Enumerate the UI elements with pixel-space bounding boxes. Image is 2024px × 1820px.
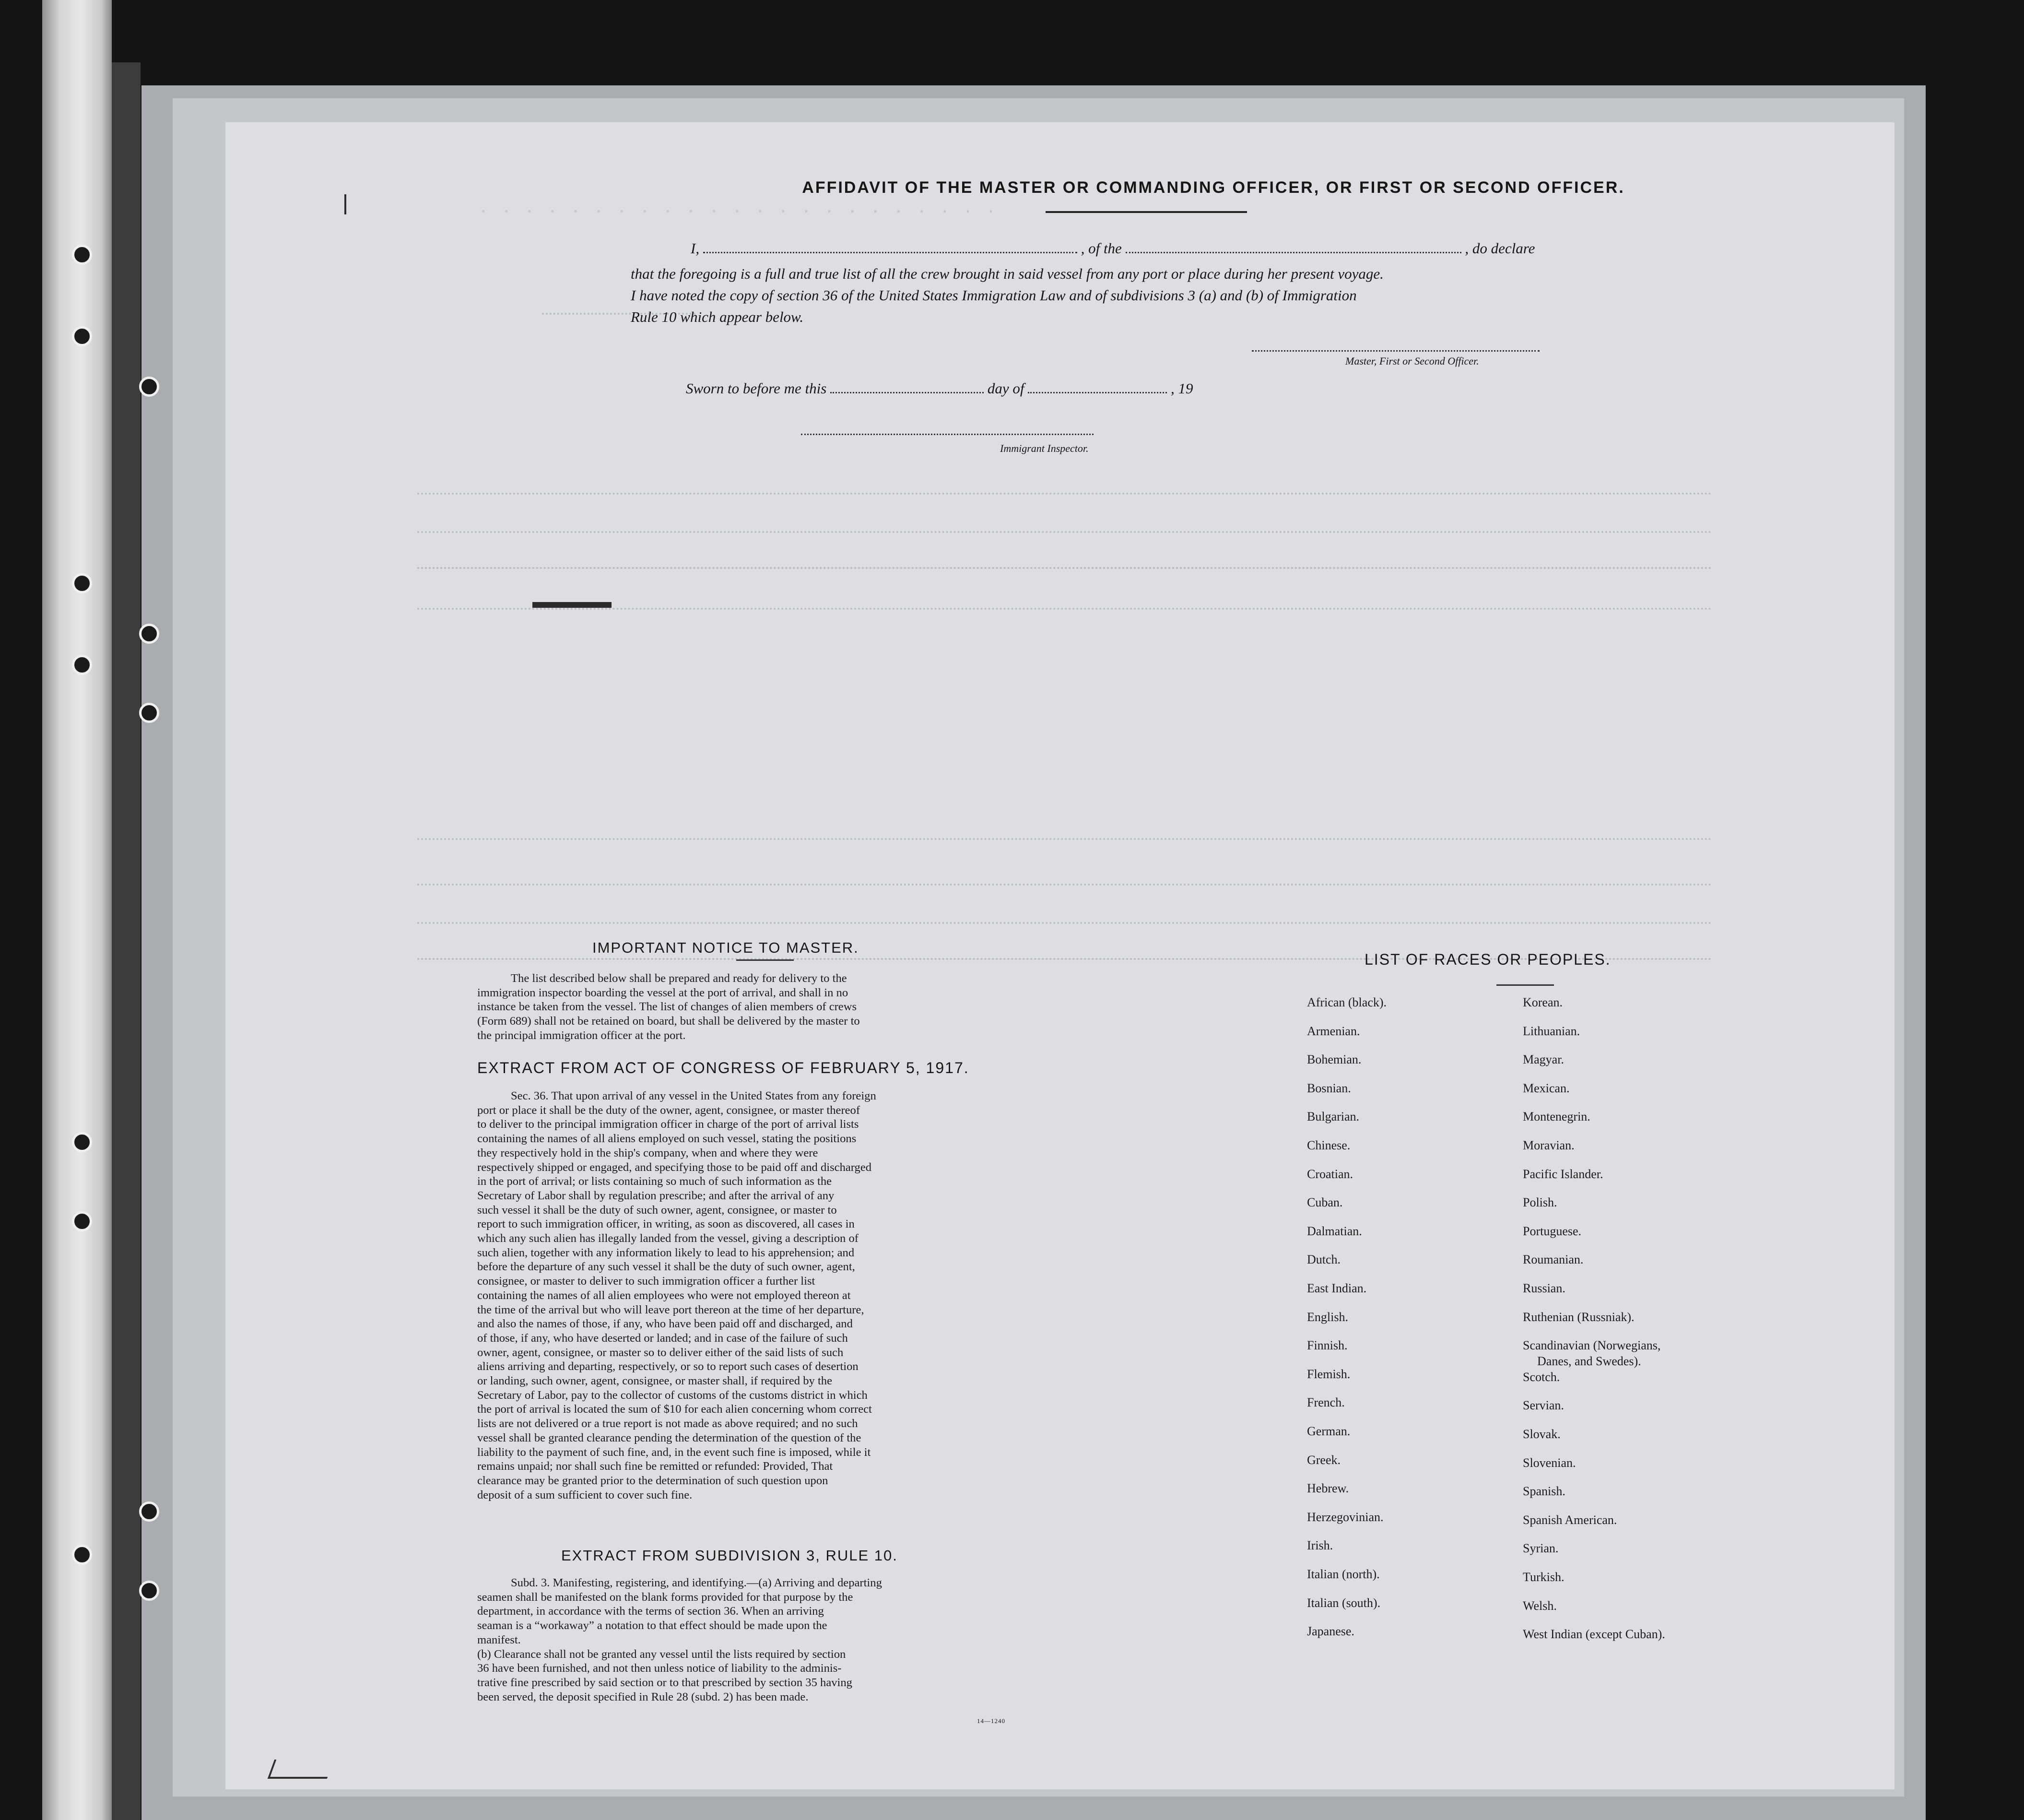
extract-act-line: and also the names of those, if any, who have been paid off and discharged, and bbox=[477, 1317, 853, 1331]
extract-act-line: such alien, together with any information likely to lead to his apprehension; and bbox=[477, 1246, 855, 1259]
extract-act-line: which any such alien has illegally landed from the vessel, giving a description of bbox=[477, 1232, 859, 1245]
punch-hole bbox=[72, 1132, 92, 1152]
extract-act-line: consignee, or master to deliver to such immigration officer a further list bbox=[477, 1275, 815, 1288]
title-underline bbox=[1046, 211, 1247, 213]
race-item: Mexican. bbox=[1523, 1081, 1570, 1095]
race-item: Italian (north). bbox=[1307, 1567, 1380, 1581]
extract-act-line: or landing, such owner, agent, consignee, or master shall, if required by the bbox=[477, 1374, 833, 1388]
race-item: French. bbox=[1307, 1395, 1345, 1410]
extract-act-line: Secretary of Labor, pay to the collector of customs of the customs district in which bbox=[477, 1388, 868, 1402]
ghost-dots bbox=[417, 530, 1712, 533]
punch-hole bbox=[72, 326, 92, 346]
extract-rule-line: Subd. 3. Manifesting, registering, and identifying.—(a) Arriving and departing bbox=[511, 1576, 882, 1589]
race-item: Pacific Islander. bbox=[1523, 1167, 1603, 1181]
race-item: Italian (south). bbox=[1307, 1595, 1381, 1610]
race-item: Cuban. bbox=[1307, 1195, 1343, 1210]
sworn-day-of: day of bbox=[987, 380, 1024, 397]
race-item: Korean. bbox=[1523, 995, 1563, 1009]
sworn-month-blank[interactable] bbox=[1028, 380, 1167, 393]
race-item: Portuguese. bbox=[1523, 1224, 1582, 1238]
punch-hole bbox=[72, 245, 92, 265]
extract-act-line: respectively shipped or engaged, and specifying those to be paid off and discharged bbox=[477, 1160, 872, 1174]
affidavit-line-4: Rule 10 which appear below. bbox=[631, 308, 804, 325]
race-item: Magyar. bbox=[1523, 1052, 1564, 1067]
extract-act-line: aliens arriving and departing, respectively, or so to report such cases of desertion bbox=[477, 1360, 859, 1373]
extract-act-line: Sec. 36. That upon arrival of any vessel in the United States from any foreign bbox=[511, 1089, 876, 1102]
extract-rule-line: 36 have been furnished, and not then unless notice of liability to the adminis- bbox=[477, 1662, 842, 1675]
race-item: Danes, and Swedes). bbox=[1537, 1354, 1641, 1368]
race-item: Moravian. bbox=[1523, 1138, 1575, 1152]
extract-rule-line: been served, the deposit specified in Rule 28 (subd. 2) has been made. bbox=[477, 1690, 809, 1703]
race-item: Finnish. bbox=[1307, 1338, 1348, 1353]
race-item: Spanish. bbox=[1523, 1484, 1565, 1499]
vessel-blank[interactable] bbox=[1126, 240, 1461, 253]
extract-act-line: liability to the payment of such fine, and, in the event such fine is imposed, while it bbox=[477, 1445, 871, 1459]
sworn-line bbox=[686, 380, 1193, 397]
extract-act-line: containing the names of all alien employees who were not employed thereon at bbox=[477, 1288, 851, 1302]
affidavit-of-the: , of the bbox=[1081, 240, 1122, 257]
race-item: Slovenian. bbox=[1523, 1455, 1576, 1470]
race-item: Bulgarian. bbox=[1307, 1110, 1360, 1124]
race-item: Armenian. bbox=[1307, 1024, 1360, 1038]
notice-line: instance be taken from the vessel. The list of changes of alien members of crews bbox=[477, 1000, 857, 1014]
binder-edge bbox=[112, 62, 141, 1820]
extract-act-line: the time of the arrival but who will leave port thereon at the time of her departure, bbox=[477, 1303, 864, 1316]
race-item: Greek. bbox=[1307, 1453, 1341, 1467]
punch-hole bbox=[139, 624, 159, 644]
extract-act-line: Secretary of Labor shall by regulation prescribe; and after the arrival of any bbox=[477, 1189, 835, 1202]
master-signature-line[interactable] bbox=[1252, 349, 1540, 352]
affidavit-i: I, bbox=[691, 240, 700, 257]
notice-paragraph bbox=[477, 971, 1038, 1043]
punch-hole bbox=[139, 703, 159, 723]
race-item: Dutch. bbox=[1307, 1253, 1341, 1267]
race-item: Spanish American. bbox=[1523, 1513, 1617, 1527]
punch-hole bbox=[72, 573, 92, 593]
extract-rule-line: (b) Clearance shall not be granted any vessel until the lists required by section bbox=[477, 1647, 846, 1661]
master-caption: Master, First or Second Officer. bbox=[1345, 355, 1479, 367]
ghost-dots bbox=[417, 492, 1712, 495]
extract-act-line: containing the names of all aliens employed on such vessel, stating the positions bbox=[477, 1132, 857, 1146]
extract-act-line: such vessel it shall be the duty of such owner, agent, consignee, or master to bbox=[477, 1203, 837, 1217]
affidavit-line-3: I have noted the copy of section 36 of the United States Immigration Law and of subdivisions 3 (a) and (b) of Immigration bbox=[631, 287, 1357, 304]
race-item: Lithuanian. bbox=[1523, 1024, 1580, 1038]
extract-act-line: deposit of a sum sufficient to cover such fine. bbox=[477, 1488, 693, 1501]
notice-line: (Form 689) shall not be retained on board, but shall be delivered by the master to bbox=[477, 1015, 860, 1028]
extract-rule-paragraph bbox=[477, 1576, 1038, 1704]
race-item: Scotch. bbox=[1523, 1370, 1560, 1384]
punch-hole bbox=[72, 655, 92, 675]
extract-rule-line: department, in accordance with the terms of section 36. When an arriving bbox=[477, 1605, 824, 1618]
affidavit-line-1 bbox=[691, 240, 1535, 257]
race-item: Ruthenian (Russniak). bbox=[1523, 1310, 1635, 1324]
name-blank[interactable] bbox=[703, 240, 1077, 253]
extract-act-line: they respectively hold in the ship's company, when and where they were bbox=[477, 1146, 818, 1159]
ink-mark bbox=[532, 602, 612, 608]
race-item: Hebrew. bbox=[1307, 1481, 1349, 1496]
extract-act-line: remains unpaid; nor shall such fine be remitted or refunded: Provided, That bbox=[477, 1460, 833, 1473]
race-item: Dalmatian. bbox=[1307, 1224, 1362, 1238]
race-item: English. bbox=[1307, 1310, 1348, 1324]
race-item: Flemish. bbox=[1307, 1367, 1351, 1381]
extract-act-line: lists are not delivered or a true report is not made as above required; and no such bbox=[477, 1417, 858, 1430]
ghost-dots bbox=[417, 837, 1712, 840]
punch-hole bbox=[139, 377, 159, 397]
race-item: Montenegrin. bbox=[1523, 1110, 1590, 1124]
extract-rule-line: manifest. bbox=[477, 1633, 521, 1646]
sworn-prefix: Sworn to before me this bbox=[686, 380, 827, 397]
ghost-dots bbox=[417, 883, 1712, 886]
affidavit-line-2: that the foregoing is a full and true list of all the crew brought in said vessel from any port or place during her present voyage. bbox=[631, 265, 1384, 282]
ghost-text: · · · · · · · · · · · · · · · · · · · · · · · bbox=[480, 197, 1000, 222]
ghost-dots bbox=[417, 607, 1712, 610]
race-item: Syrian. bbox=[1523, 1541, 1559, 1556]
extract-act-line: clearance may be granted prior to the determination of such question upon bbox=[477, 1474, 828, 1487]
race-item: Japanese. bbox=[1307, 1624, 1354, 1639]
punch-hole bbox=[139, 1501, 159, 1522]
extract-act-line: in the port of arrival; or lists containing so much of such information as the bbox=[477, 1175, 832, 1188]
race-item: Scandinavian (Norwegians, bbox=[1523, 1338, 1661, 1353]
extract-act-title: EXTRACT FROM ACT OF CONGRESS OF FEBRUARY 5, 1917. bbox=[477, 1059, 969, 1076]
ghost-dots bbox=[417, 921, 1712, 924]
race-item: Irish. bbox=[1307, 1538, 1333, 1553]
extract-act-paragraph bbox=[477, 1089, 1038, 1502]
sworn-day-blank[interactable] bbox=[830, 380, 984, 393]
sworn-year: , 19 bbox=[1170, 380, 1193, 397]
race-item: Servian. bbox=[1523, 1398, 1564, 1413]
notice-line: The list described below shall be prepared and ready for delivery to the bbox=[511, 972, 847, 985]
form-number: 14—1240 bbox=[977, 1717, 1005, 1725]
race-item: Russian. bbox=[1523, 1281, 1565, 1295]
race-item: Welsh. bbox=[1523, 1598, 1557, 1613]
race-item: East Indian. bbox=[1307, 1281, 1367, 1295]
extract-act-line: to deliver to the principal immigration officer in charge of the port of arrival lists bbox=[477, 1118, 859, 1131]
races-underline bbox=[1496, 984, 1554, 986]
extract-act-line: report to such immigration officer, in writing, as soon as discovered, all cases in bbox=[477, 1217, 855, 1231]
race-item: Turkish. bbox=[1523, 1570, 1565, 1584]
race-item: Chinese. bbox=[1307, 1138, 1351, 1152]
race-item: Croatian. bbox=[1307, 1167, 1353, 1181]
extract-act-line: of those, if any, who have deserted or landed; and in case of the failure of such bbox=[477, 1331, 848, 1345]
affidavit-title: AFFIDAVIT OF THE MASTER OR COMMANDING OFFICER, OR FIRST OR SECOND OFFICER. bbox=[802, 178, 1625, 197]
races-title: LIST OF RACES OR PEOPLES. bbox=[1365, 951, 1611, 968]
race-item: Bosnian. bbox=[1307, 1081, 1351, 1095]
punch-hole bbox=[72, 1211, 92, 1231]
extract-rule-line: seamen shall be manifested on the blank forms provided for that purpose by the bbox=[477, 1590, 853, 1604]
notice-title: IMPORTANT NOTICE TO MASTER. bbox=[592, 939, 859, 956]
extract-act-line: before the departure of any such vessel it shall be the duty of such owner, agent, bbox=[477, 1260, 855, 1274]
race-item: Roumanian. bbox=[1523, 1253, 1584, 1267]
extract-rule-line: seaman is a “workaway” a notation to that effect should be made upon the bbox=[477, 1619, 827, 1632]
extract-act-line: port or place it shall be the duty of the owner, agent, consignee, or master thereof bbox=[477, 1103, 860, 1117]
extract-act-line: the port of arrival is located the sum of $10 for each alien concerning whom correct bbox=[477, 1403, 872, 1416]
extract-rule-line: trative fine prescribed by said section or to that prescribed by section 35 having bbox=[477, 1676, 852, 1689]
extract-rule-title: EXTRACT FROM SUBDIVISION 3, RULE 10. bbox=[561, 1547, 898, 1564]
ink-mark bbox=[344, 194, 346, 214]
race-item: Polish. bbox=[1523, 1195, 1557, 1210]
race-item: African (black). bbox=[1307, 995, 1387, 1009]
inspector-signature-line[interactable] bbox=[801, 433, 1094, 435]
affidavit-declare: , do declare bbox=[1465, 240, 1535, 257]
inspector-caption: Immigrant Inspector. bbox=[1000, 442, 1089, 454]
punch-hole bbox=[139, 1581, 159, 1601]
document-page bbox=[225, 122, 1895, 1789]
pencil-mark bbox=[268, 1760, 334, 1779]
race-item: Slovak. bbox=[1523, 1427, 1561, 1441]
race-item: Bohemian. bbox=[1307, 1052, 1362, 1067]
punch-hole bbox=[72, 1545, 92, 1565]
ghost-dots bbox=[417, 566, 1712, 569]
race-item: Herzegovinian. bbox=[1307, 1510, 1384, 1524]
notice-line: immigration inspector boarding the vessel at the port of arrival, and shall in no bbox=[477, 986, 848, 999]
extract-act-line: vessel shall be granted clearance pending the determination of the question of the bbox=[477, 1431, 861, 1444]
notice-line: the principal immigration officer at the port. bbox=[477, 1028, 686, 1042]
extract-act-line: owner, agent, consignee, or master so to deliver either of the said lists of such bbox=[477, 1346, 844, 1359]
notice-underline bbox=[736, 959, 794, 961]
race-item: German. bbox=[1307, 1424, 1351, 1438]
race-item: West Indian (except Cuban). bbox=[1523, 1627, 1665, 1642]
